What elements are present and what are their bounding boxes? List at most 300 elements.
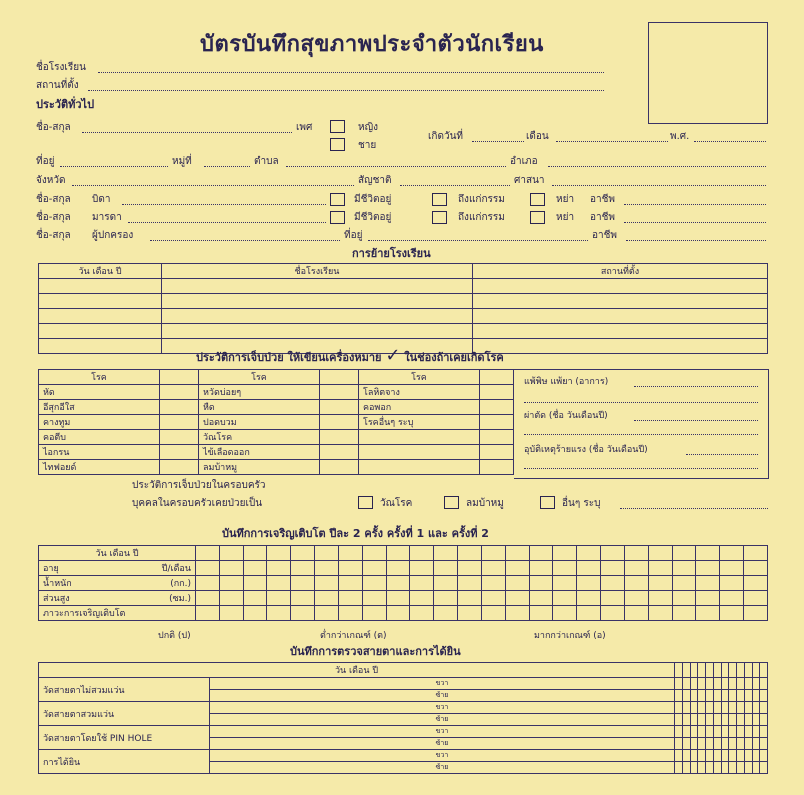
growth-cell[interactable] [386, 606, 410, 621]
vision-cell[interactable] [706, 690, 714, 702]
growth-cell[interactable] [744, 606, 768, 621]
vision-cell[interactable] [675, 714, 683, 726]
growth-cell[interactable] [291, 591, 315, 606]
vision-cell[interactable] [760, 663, 768, 678]
vision-cell[interactable] [690, 690, 698, 702]
disease-check-cell[interactable] [480, 400, 514, 415]
growth-cell[interactable] [243, 576, 267, 591]
vision-cell[interactable] [690, 663, 698, 678]
vision-cell[interactable] [744, 714, 752, 726]
vision-cell[interactable] [713, 750, 721, 762]
vision-cell[interactable] [690, 702, 698, 714]
growth-cell[interactable] [196, 546, 220, 561]
growth-cell[interactable] [505, 591, 529, 606]
surgery-field[interactable] [634, 420, 758, 421]
disease-check-cell[interactable] [160, 460, 199, 475]
vision-cell[interactable] [675, 678, 683, 690]
growth-cell[interactable] [696, 576, 720, 591]
vision-cell[interactable] [698, 663, 706, 678]
surgery-label: ผ่าตัด (ชื่อ วันเดือนปี) [524, 411, 608, 421]
growth-cell[interactable] [458, 591, 482, 606]
guardian-occupation-label: อาชีพ [592, 230, 617, 241]
vision-cell[interactable] [721, 702, 729, 714]
vision-cell[interactable] [752, 738, 760, 750]
growth-cell[interactable] [219, 576, 243, 591]
growth-cell[interactable] [624, 606, 648, 621]
vision-cell[interactable] [690, 750, 698, 762]
disease-check-cell[interactable] [480, 415, 514, 430]
growth-cell[interactable] [386, 576, 410, 591]
growth-cell[interactable] [291, 546, 315, 561]
disease-check-cell[interactable] [160, 415, 199, 430]
growth-cell[interactable] [434, 576, 458, 591]
vision-cell[interactable] [760, 702, 768, 714]
vision-cell[interactable] [706, 678, 714, 690]
father-alive-checkbox[interactable] [330, 193, 345, 206]
disease-check-cell[interactable] [320, 415, 359, 430]
district-field[interactable] [548, 166, 766, 167]
growth-cell[interactable] [720, 591, 744, 606]
illness-table [38, 369, 514, 475]
vision-cell[interactable] [752, 762, 760, 774]
growth-cell[interactable] [362, 606, 386, 621]
growth-cell[interactable] [458, 606, 482, 621]
vision-cell[interactable] [737, 702, 745, 714]
growth-cell[interactable] [267, 576, 291, 591]
disease-check-cell[interactable] [480, 445, 514, 460]
mother-name-field[interactable] [128, 222, 326, 223]
vision-cell[interactable] [721, 726, 729, 738]
growth-cell[interactable] [553, 606, 577, 621]
mother-deceased-checkbox[interactable] [432, 211, 447, 224]
vision-cell[interactable] [706, 750, 714, 762]
growth-cell[interactable] [601, 576, 625, 591]
growth-cell[interactable] [720, 546, 744, 561]
growth-cell[interactable] [624, 546, 648, 561]
vision-cell[interactable] [721, 714, 729, 726]
vision-cell[interactable] [690, 762, 698, 774]
growth-cell[interactable] [458, 576, 482, 591]
vision-cell[interactable] [737, 762, 745, 774]
growth-cell[interactable] [553, 561, 577, 576]
growth-cell[interactable] [243, 546, 267, 561]
growth-cell[interactable] [672, 591, 696, 606]
disease-check-cell[interactable] [480, 430, 514, 445]
growth-cell[interactable] [529, 561, 553, 576]
nationality-label: สัญชาติ [358, 175, 392, 186]
vision-cell[interactable] [752, 663, 760, 678]
growth-cell[interactable] [505, 546, 529, 561]
vision-cell[interactable] [729, 714, 737, 726]
growth-cell[interactable] [267, 606, 291, 621]
growth-cell[interactable] [553, 576, 577, 591]
vision-cell[interactable] [698, 690, 706, 702]
province-field[interactable] [72, 185, 354, 186]
growth-cell[interactable] [672, 561, 696, 576]
vision-cell[interactable] [752, 678, 760, 690]
vision-cell[interactable] [729, 762, 737, 774]
vision-cell[interactable] [698, 726, 706, 738]
growth-cell[interactable] [648, 576, 672, 591]
growth-cell[interactable] [529, 576, 553, 591]
vision-cell[interactable] [706, 663, 714, 678]
vision-cell[interactable] [729, 738, 737, 750]
growth-cell[interactable] [529, 606, 553, 621]
growth-cell[interactable] [577, 561, 601, 576]
vision-cell[interactable] [744, 726, 752, 738]
growth-cell[interactable] [315, 546, 339, 561]
growth-cell[interactable] [434, 546, 458, 561]
growth-cell[interactable] [648, 591, 672, 606]
vision-cell[interactable] [682, 738, 690, 750]
growth-cell[interactable] [672, 606, 696, 621]
vision-cell[interactable] [706, 726, 714, 738]
vision-cell[interactable] [721, 762, 729, 774]
growth-cell[interactable] [672, 546, 696, 561]
vision-cell[interactable] [752, 690, 760, 702]
growth-cell[interactable] [577, 546, 601, 561]
vision-cell[interactable] [760, 750, 768, 762]
allergy-field[interactable] [634, 386, 758, 387]
vision-cell[interactable] [760, 726, 768, 738]
growth-cell[interactable] [577, 606, 601, 621]
vision-cell[interactable] [706, 738, 714, 750]
disease-name: ปอดบวม [199, 415, 320, 430]
vision-side-label: ขวา [210, 726, 675, 738]
birth-day-field[interactable] [472, 141, 524, 142]
vision-cell[interactable] [729, 726, 737, 738]
growth-cell[interactable] [338, 561, 362, 576]
vision-cell[interactable] [682, 714, 690, 726]
vision-cell[interactable] [682, 702, 690, 714]
disease-check-cell[interactable] [320, 430, 359, 445]
growth-cell[interactable] [243, 606, 267, 621]
village-field[interactable] [204, 166, 250, 167]
growth-cell[interactable] [624, 591, 648, 606]
growth-cell[interactable] [219, 546, 243, 561]
vision-cell[interactable] [744, 678, 752, 690]
vision-cell[interactable] [682, 726, 690, 738]
growth-cell[interactable] [720, 606, 744, 621]
accident-field-2[interactable] [524, 468, 758, 469]
growth-cell[interactable] [434, 591, 458, 606]
vision-cell[interactable] [698, 702, 706, 714]
vision-side-label: ขวา [210, 678, 675, 690]
growth-cell[interactable] [315, 591, 339, 606]
vision-cell[interactable] [737, 690, 745, 702]
family-other-checkbox[interactable] [540, 496, 555, 509]
vision-cell[interactable] [690, 726, 698, 738]
vision-cell[interactable] [713, 738, 721, 750]
location-field[interactable] [88, 90, 604, 91]
allergy-field-2[interactable] [524, 402, 758, 403]
growth-cell[interactable] [458, 546, 482, 561]
family-other-field[interactable] [620, 508, 768, 509]
vision-cell[interactable] [737, 750, 745, 762]
vision-cell[interactable] [698, 714, 706, 726]
vision-cell[interactable] [675, 762, 683, 774]
vision-cell[interactable] [729, 690, 737, 702]
growth-cell[interactable] [624, 576, 648, 591]
nationality-field[interactable] [400, 185, 510, 186]
vision-cell[interactable] [752, 750, 760, 762]
school-name-field[interactable] [98, 72, 604, 73]
growth-cell[interactable] [410, 576, 434, 591]
growth-cell[interactable] [338, 591, 362, 606]
growth-cell[interactable] [505, 576, 529, 591]
father-occupation-field[interactable] [624, 204, 766, 205]
vision-side-label: ซ้าย [210, 738, 675, 750]
vision-cell[interactable] [675, 663, 683, 678]
father-name-field[interactable] [122, 204, 326, 205]
vision-cell[interactable] [721, 678, 729, 690]
growth-cell[interactable] [720, 576, 744, 591]
vision-cell[interactable] [729, 750, 737, 762]
growth-cell[interactable] [505, 606, 529, 621]
vision-cell[interactable] [729, 702, 737, 714]
growth-cell[interactable] [362, 561, 386, 576]
disease-check-cell[interactable] [480, 385, 514, 400]
vision-cell[interactable] [682, 678, 690, 690]
vision-cell[interactable] [690, 678, 698, 690]
vision-cell[interactable] [737, 678, 745, 690]
vision-cell[interactable] [698, 762, 706, 774]
disease-check-cell[interactable] [320, 400, 359, 415]
growth-cell[interactable] [624, 561, 648, 576]
disease-check-cell[interactable] [160, 430, 199, 445]
guardian-occupation-field[interactable] [626, 240, 766, 241]
vision-cell[interactable] [744, 702, 752, 714]
vision-cell[interactable] [752, 726, 760, 738]
growth-cell[interactable] [696, 606, 720, 621]
growth-cell[interactable] [601, 561, 625, 576]
vision-side-label: ขวา [210, 702, 675, 714]
vision-cell[interactable] [737, 663, 745, 678]
father-deceased-checkbox[interactable] [432, 193, 447, 206]
growth-cell[interactable] [386, 591, 410, 606]
growth-cell[interactable] [362, 576, 386, 591]
growth-cell[interactable] [338, 606, 362, 621]
accident-label: อุบัติเหตุร้ายแรง (ชื่อ วันเดือนปี) [524, 445, 648, 455]
vision-cell[interactable] [675, 690, 683, 702]
growth-cell[interactable] [196, 576, 220, 591]
vision-cell[interactable] [744, 663, 752, 678]
disease-check-cell[interactable] [160, 385, 199, 400]
growth-cell[interactable] [720, 561, 744, 576]
growth-cell[interactable] [196, 561, 220, 576]
vision-side-label: ซ้าย [210, 762, 675, 774]
growth-cell[interactable] [481, 561, 505, 576]
growth-cell[interactable] [362, 546, 386, 561]
growth-cell[interactable] [267, 591, 291, 606]
growth-cell[interactable] [243, 561, 267, 576]
growth-cell[interactable] [744, 576, 768, 591]
family-epilepsy-checkbox[interactable] [444, 496, 459, 509]
vision-cell[interactable] [760, 678, 768, 690]
vision-cell[interactable] [737, 726, 745, 738]
growth-cell[interactable] [243, 591, 267, 606]
guardian-name-field[interactable] [150, 240, 340, 241]
subdistrict-field[interactable] [286, 166, 506, 167]
guardian-address-field[interactable] [368, 240, 588, 241]
growth-cell[interactable] [291, 576, 315, 591]
growth-cell[interactable] [601, 546, 625, 561]
disease-check-cell[interactable] [160, 400, 199, 415]
vision-cell[interactable] [675, 726, 683, 738]
growth-cell[interactable] [315, 561, 339, 576]
vision-cell[interactable] [744, 690, 752, 702]
vision-cell[interactable] [713, 663, 721, 678]
growth-cell[interactable] [744, 591, 768, 606]
growth-cell[interactable] [410, 591, 434, 606]
growth-cell[interactable] [744, 546, 768, 561]
growth-cell[interactable] [648, 606, 672, 621]
growth-cell[interactable] [696, 591, 720, 606]
growth-cell[interactable] [481, 546, 505, 561]
growth-cell[interactable] [267, 561, 291, 576]
vision-cell[interactable] [698, 678, 706, 690]
vision-cell[interactable] [675, 750, 683, 762]
vision-cell[interactable] [721, 663, 729, 678]
growth-cell[interactable] [696, 561, 720, 576]
disease-name: ไอกรน [39, 445, 160, 460]
growth-cell[interactable] [315, 576, 339, 591]
vision-cell[interactable] [752, 702, 760, 714]
address-field[interactable] [60, 166, 168, 167]
vision-cell[interactable] [729, 663, 737, 678]
growth-cell[interactable] [196, 591, 220, 606]
growth-cell[interactable] [458, 561, 482, 576]
growth-cell[interactable] [338, 576, 362, 591]
vision-cell[interactable] [744, 762, 752, 774]
vision-cell[interactable] [713, 690, 721, 702]
vision-cell[interactable] [698, 750, 706, 762]
vision-cell[interactable] [682, 663, 690, 678]
vision-cell[interactable] [760, 690, 768, 702]
vision-cell[interactable] [760, 738, 768, 750]
growth-cell[interactable] [267, 546, 291, 561]
allergy-label: แพ้พิษ แพ้ยา (อาการ) [524, 377, 609, 387]
vision-cell[interactable] [675, 702, 683, 714]
father-divorced-checkbox[interactable] [530, 193, 545, 206]
vision-cell[interactable] [721, 690, 729, 702]
growth-cell[interactable] [410, 606, 434, 621]
vision-cell[interactable] [713, 678, 721, 690]
vision-cell[interactable] [729, 678, 737, 690]
vision-cell[interactable] [713, 726, 721, 738]
disease-check-cell[interactable] [320, 385, 359, 400]
growth-cell[interactable] [410, 561, 434, 576]
growth-cell[interactable] [744, 561, 768, 576]
vision-cell[interactable] [713, 762, 721, 774]
accident-field[interactable] [686, 454, 758, 455]
vision-cell[interactable] [698, 738, 706, 750]
vision-cell[interactable] [690, 714, 698, 726]
mother-divorced-checkbox[interactable] [530, 211, 545, 224]
disease-check-cell[interactable] [320, 460, 359, 475]
growth-cell[interactable] [386, 546, 410, 561]
disease-check-cell[interactable] [320, 445, 359, 460]
vision-cell[interactable] [721, 750, 729, 762]
vision-cell[interactable] [737, 714, 745, 726]
mother-alive-label: มีชีวิตอยู่ [354, 212, 392, 223]
vision-cell[interactable] [690, 738, 698, 750]
disease-name: ลมบ้าหมู [199, 460, 320, 475]
growth-cell[interactable] [196, 606, 220, 621]
growth-cell[interactable] [481, 606, 505, 621]
photo-box[interactable] [648, 22, 768, 124]
male-checkbox[interactable] [330, 138, 345, 151]
growth-cell[interactable] [577, 576, 601, 591]
growth-cell[interactable] [410, 546, 434, 561]
religion-field[interactable] [552, 185, 766, 186]
growth-cell[interactable] [648, 546, 672, 561]
growth-cell[interactable] [696, 546, 720, 561]
growth-cell[interactable] [338, 546, 362, 561]
growth-cell[interactable] [601, 606, 625, 621]
growth-cell[interactable] [672, 576, 696, 591]
fullname-field[interactable] [82, 132, 292, 133]
disease-check-cell[interactable] [160, 445, 199, 460]
vision-cell[interactable] [682, 762, 690, 774]
growth-cell[interactable] [529, 546, 553, 561]
vision-cell[interactable] [744, 750, 752, 762]
growth-cell[interactable] [386, 561, 410, 576]
growth-cell[interactable] [315, 606, 339, 621]
vision-cell[interactable] [744, 738, 752, 750]
growth-cell[interactable] [577, 591, 601, 606]
growth-cell[interactable] [505, 561, 529, 576]
vision-cell[interactable] [713, 702, 721, 714]
growth-cell[interactable] [219, 561, 243, 576]
growth-cell[interactable] [219, 606, 243, 621]
vision-cell[interactable] [760, 714, 768, 726]
growth-cell[interactable] [481, 591, 505, 606]
vision-cell[interactable] [706, 762, 714, 774]
growth-cell[interactable] [529, 591, 553, 606]
growth-cell[interactable] [291, 561, 315, 576]
growth-cell[interactable] [601, 591, 625, 606]
surgery-field-2[interactable] [524, 434, 758, 435]
disease-check-cell[interactable] [480, 460, 514, 475]
vision-cell[interactable] [752, 714, 760, 726]
vision-cell[interactable] [675, 738, 683, 750]
vision-cell[interactable] [721, 738, 729, 750]
growth-cell[interactable] [362, 591, 386, 606]
female-checkbox[interactable] [330, 120, 345, 133]
vision-cell[interactable] [737, 738, 745, 750]
growth-cell[interactable] [553, 546, 577, 561]
vision-cell[interactable] [706, 714, 714, 726]
mother-alive-checkbox[interactable] [330, 211, 345, 224]
growth-cell[interactable] [648, 561, 672, 576]
vision-cell[interactable] [706, 702, 714, 714]
growth-cell[interactable] [434, 561, 458, 576]
growth-cell[interactable] [481, 576, 505, 591]
vision-cell[interactable] [682, 690, 690, 702]
birth-month-field[interactable] [556, 141, 668, 142]
growth-cell[interactable] [291, 606, 315, 621]
family-tb-checkbox[interactable] [358, 496, 373, 509]
vision-cell[interactable] [713, 714, 721, 726]
mother-occupation-field[interactable] [624, 222, 766, 223]
birth-year-field[interactable] [694, 141, 766, 142]
growth-cell[interactable] [553, 591, 577, 606]
vision-cell[interactable] [682, 750, 690, 762]
growth-cell[interactable] [219, 591, 243, 606]
growth-cell[interactable] [434, 606, 458, 621]
vision-cell[interactable] [760, 762, 768, 774]
